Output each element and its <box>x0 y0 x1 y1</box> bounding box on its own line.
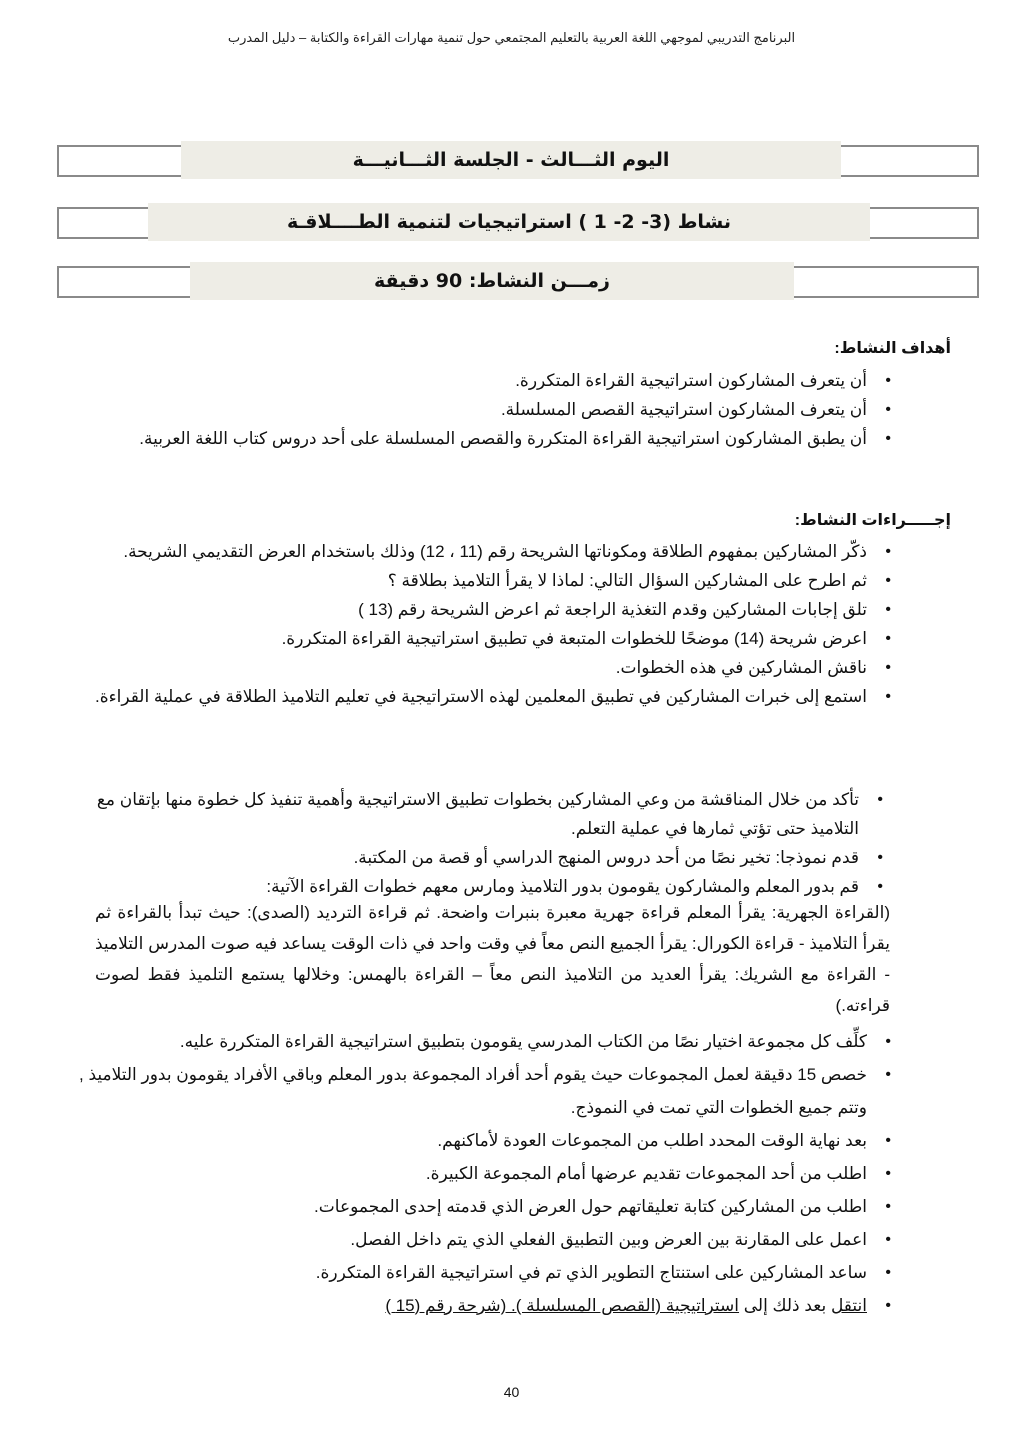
day-session-banner <box>57 145 979 177</box>
last-item-part1: انتقل <box>830 1296 867 1315</box>
list-item: • أن يطبق المشاركون استراتيجية القراءة المتكررة والقصص المسلسلة على أحد دروس كتاب اللغة العربية. <box>127 424 895 453</box>
list-item: • اطلب من المشاركين كتابة تعليقاتهم حول العرض الذي قدمته إحدى المجموعات. <box>65 1190 895 1223</box>
last-item-part3: استراتيجية (القصص المسلسلة ). (شرحة رقم (15 ) <box>385 1296 740 1315</box>
list-item: • تأكد من خلال المناقشة من وعي المشاركين بخطوات تطبيق الاستراتيجية وأهمية تنفيذ كل خطوة منها بإتقان مع التلاميذ حتى تؤتي ثمارها في عملية التعلم. <box>57 785 887 843</box>
duration-banner <box>57 266 979 298</box>
list-item: • تلق إجابات المشاركين وقدم التغذية الراجعة ثم اعرض الشريحة رقم (13 ) <box>83 595 895 624</box>
day-session-label: اليوم الثـــالث - الجلسة الثـــانيـــة <box>181 141 841 179</box>
list-item-last <box>65 1289 895 1322</box>
reading-steps-paragraph: (القراءة الجهرية: يقرأ المعلم قراءة جهرية معبرة بنبرات واضحة. ثم قراءة الترديد (الصدى): حيث تبدأ بالقراءة ثم يقرأ التلاميذ - قراءة الكورال: يقرأ الجميع النص معاً في وقت واحد في ذات الوقت يساعد فيه صوت المدرس التلاميذ - القراءة مع الشريك: يقرأ العديد من التلاميذ النص معاً – القراءة بالهمس: وخلالها يستمع التلميذ فقط لصوت قراءته.) <box>95 903 890 1015</box>
list-item: • ذكّر المشاركين بمفهوم الطلاقة ومكوناتها الشريحة رقم (11 ، 12) وذلك باستخدام العرض التقديمي الشريحة. <box>83 537 895 566</box>
list-item: • ناقش المشاركين في هذه الخطوات. <box>83 653 895 682</box>
objectives-list <box>127 366 895 453</box>
activity-banner <box>57 207 979 239</box>
list-item: • استمع إلى خبرات المشاركين في تطبيق المعلمين لهذه الاستراتيجية في تعليم التلاميذ الطلاقة في عملية القراءة. <box>83 682 895 711</box>
document-header: البرنامج التدريبي لموجهي اللغة العربية بالتعليم المجتمعي حول تنمية مهارات القراءة والكتابة – دليل المدرب <box>227 30 796 45</box>
list-item: • كلِّف كل مجموعة اختيار نصًا من الكتاب المدرسي يقومون بتطبيق استراتيجية القراءة المتكررة عليه. <box>65 1025 895 1058</box>
list-item: • اطلب من أحد المجموعات تقديم عرضها أمام المجموعة الكبيرة. <box>65 1157 895 1190</box>
procedures-list-a <box>83 537 895 711</box>
page-number: 40 <box>503 1384 520 1400</box>
list-item: • اعرض شريحة (14) موضحًا للخطوات المتبعة في تطبيق استراتيجية القراءة المتكررة. <box>83 624 895 653</box>
list-item: • أن يتعرف المشاركون استراتيجية القصص المسلسلة. <box>127 395 895 424</box>
duration-label: زمـــن النشاط: 90 دقيقة <box>190 262 794 300</box>
procedures-list-b <box>57 785 887 901</box>
list-item: • خصص 15 دقيقة لعمل المجموعات حيث يقوم أحد أفراد المجموعة بدور المعلم وباقي الأفراد يقومون بدور التلاميذ , وتتم جميع الخطوات التي تمت في النموذج. <box>65 1058 895 1124</box>
objectives-title: أهداف النشاط: <box>834 340 951 357</box>
activity-label: نشاط (3- 2- 1 ) استراتيجيات لتنمية الطــــلاقـة <box>148 203 870 241</box>
procedures-list-c <box>65 1025 895 1322</box>
list-item: • قدم نموذجا: تخير نصًا من أحد دروس المنهج الدراسي أو قصة من المكتبة. <box>57 843 887 872</box>
last-item-part2: بعد ذلك إلى <box>739 1296 831 1315</box>
list-item: • بعد نهاية الوقت المحدد اطلب من المجموعات العودة لأماكنهم. <box>65 1124 895 1157</box>
list-item: • ساعد المشاركين على استنتاج التطوير الذي تم في استراتيجية القراءة المتكررة. <box>65 1256 895 1289</box>
list-item: • اعمل على المقارنة بين العرض وبين التطبيق الفعلي الذي يتم داخل الفصل. <box>65 1223 895 1256</box>
list-item: • أن يتعرف المشاركون استراتيجية القراءة المتكررة. <box>127 366 895 395</box>
list-item: • ثم اطرح على المشاركين السؤال التالي: لماذا لا يقرأ التلاميذ بطلاقة ؟ <box>83 566 895 595</box>
list-item: • قم بدور المعلم والمشاركون يقومون بدور التلاميذ ومارس معهم خطوات القراءة الآتية: <box>57 872 887 901</box>
procedures-title: إجـــــراءات النشاط: <box>794 512 951 529</box>
